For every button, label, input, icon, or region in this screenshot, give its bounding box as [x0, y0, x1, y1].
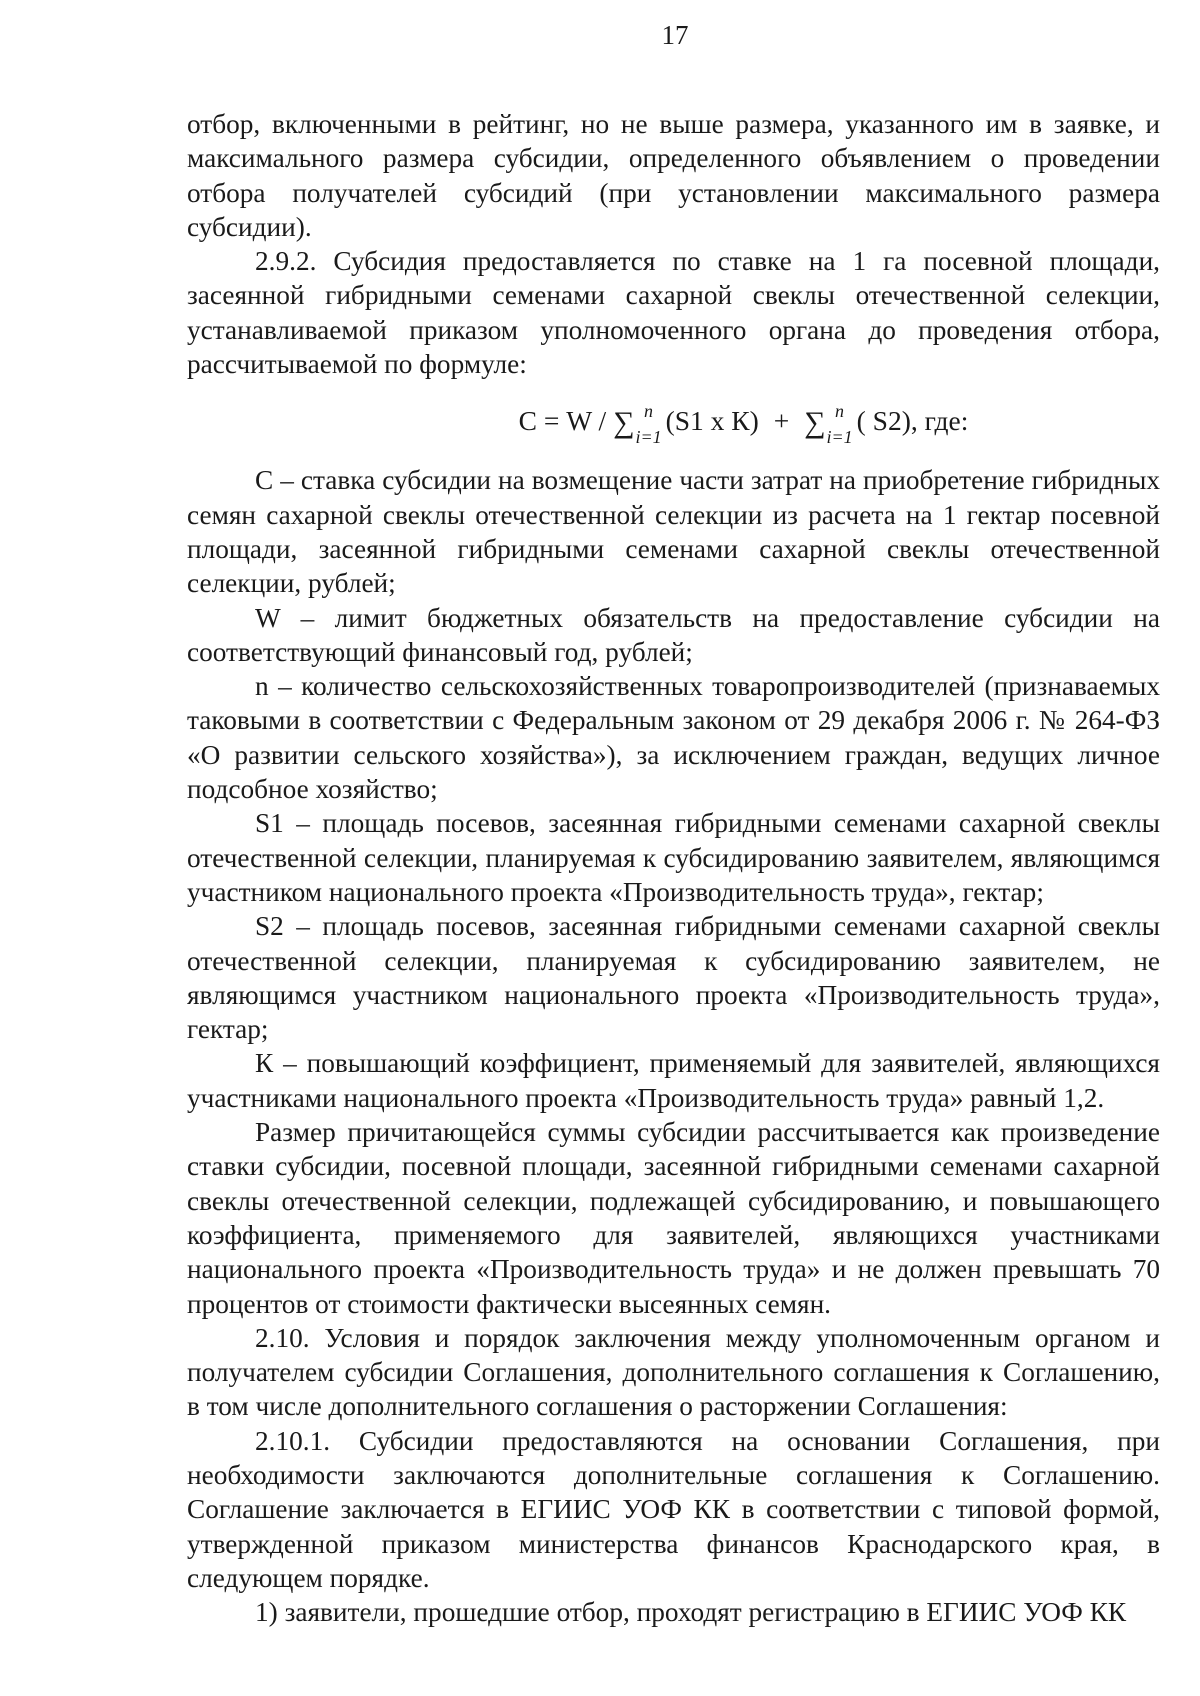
- summation-limits: [826, 401, 853, 448]
- definition-n: n – количество сельскохозяйственных товаропроизводителей (признаваемых таковыми в соответствии с Федеральным законом от 29 декабря 2006 г. № 264-ФЗ «О развитии сельского хозяйства»), за исключением граждан, ведущих личное подсобное хозяйство;: [187, 671, 1160, 805]
- list-item-1: 1) заявители, прошедшие отбор, проходят регистрацию в ЕГИИС УОФ КК: [255, 1597, 1127, 1628]
- definition-c: С – ставка субсидии на возмещение части затрат на приобретение гибридных семян сахарной свеклы отечественной селекции из расчета на 1 гектар посевной площади, засеянной гибридными семенами сахарной свеклы отечественной селекции, рублей;: [187, 465, 1160, 599]
- lower-limit: i=1: [826, 427, 853, 448]
- paragraph-2-10: 2.10. Условия и порядок заключения между уполномоченным органом и получателем субсидии Соглашения, дополнительного соглашения к Соглашению, в том числе дополнительного соглашения о расторжении Соглашения:: [187, 1322, 1160, 1422]
- summation-1: [613, 399, 662, 448]
- paragraph-2-9-2: 2.9.2. Субсидия предоставляется по ставке на 1 га посевной площади, засеянной гибридными семенами сахарной свеклы отечественной селекции, устанавливаемой приказом уполномоченного органа до проведения отбора, рассчитываемой по формуле:: [187, 246, 1160, 380]
- page-number: 17: [661, 20, 689, 50]
- sum-sign-icon: ∑: [613, 406, 635, 440]
- formula-suffix: где:: [924, 405, 969, 437]
- paragraph-subsidy-amount: Размер причитающейся суммы субсидии рассчитывается как произведение ставки субсидии, посевной площади, засеянной гибридными семенами сахарной свеклы отечественной селекции, подлежащей субсидированию, и повышающего коэффициента, применяемого для заявителей, являющихся участниками национального проекта «Производительность труда» и не должен превышать 70 процентов от стоимости фактически высеянных семян.: [187, 1117, 1160, 1319]
- lower-limit: i=1: [635, 427, 662, 448]
- definition-w: W – лимит бюджетных обязательств на предоставление субсидии на соответствующий финансовый год, рублей;: [187, 602, 1160, 667]
- document-body: [187, 107, 1160, 1629]
- upper-limit: n: [644, 401, 654, 422]
- summation-2: [804, 399, 853, 448]
- definition-k: К – повышающий коэффициент, применяемый для заявителей, являющихся участниками национального проекта «Производительность труда» равный 1,2.: [187, 1048, 1160, 1113]
- formula-plus: +: [773, 405, 790, 437]
- paragraph-2-10-1: 2.10.1. Субсидии предоставляются на основании Соглашения, при необходимости заключаются дополнительные соглашения к Соглашению. Соглашение заключается в ЕГИИС УОФ КК в соответствии с типовой формой, утвержденной приказом министерства финансов Краснодарского края, в следующем порядке.: [187, 1425, 1160, 1593]
- subsidy-rate-formula: [327, 399, 1160, 448]
- paragraph-continuation: отбор, включенными в рейтинг, но не выше размера, указанного им в заявке, и максимального размера субсидии, определенного объявлением о проведении отбора получателей субсидий (при установлении максимального размера субсидии).: [187, 109, 1160, 242]
- formula-term-1: (S1 x К): [665, 405, 759, 437]
- formula-term-2: ( S2),: [856, 405, 918, 437]
- definition-s1: S1 – площадь посевов, засеянная гибридными семенами сахарной свеклы отечественной селекции, планируемая к субсидированию заявителем, являющимся участником национального проекта «Производительность труда», гектар;: [187, 808, 1160, 907]
- upper-limit: n: [835, 401, 845, 422]
- definition-s2: S2 – площадь посевов, засеянная гибридными семенами сахарной свеклы отечественной селекции, планируемая к субсидированию заявителем, не являющимся участником национального проекта «Производительность труда», гектар;: [187, 911, 1160, 1045]
- summation-limits: [635, 401, 662, 448]
- formula-lhs: С = W /: [518, 405, 607, 437]
- sum-sign-icon: ∑: [804, 406, 826, 440]
